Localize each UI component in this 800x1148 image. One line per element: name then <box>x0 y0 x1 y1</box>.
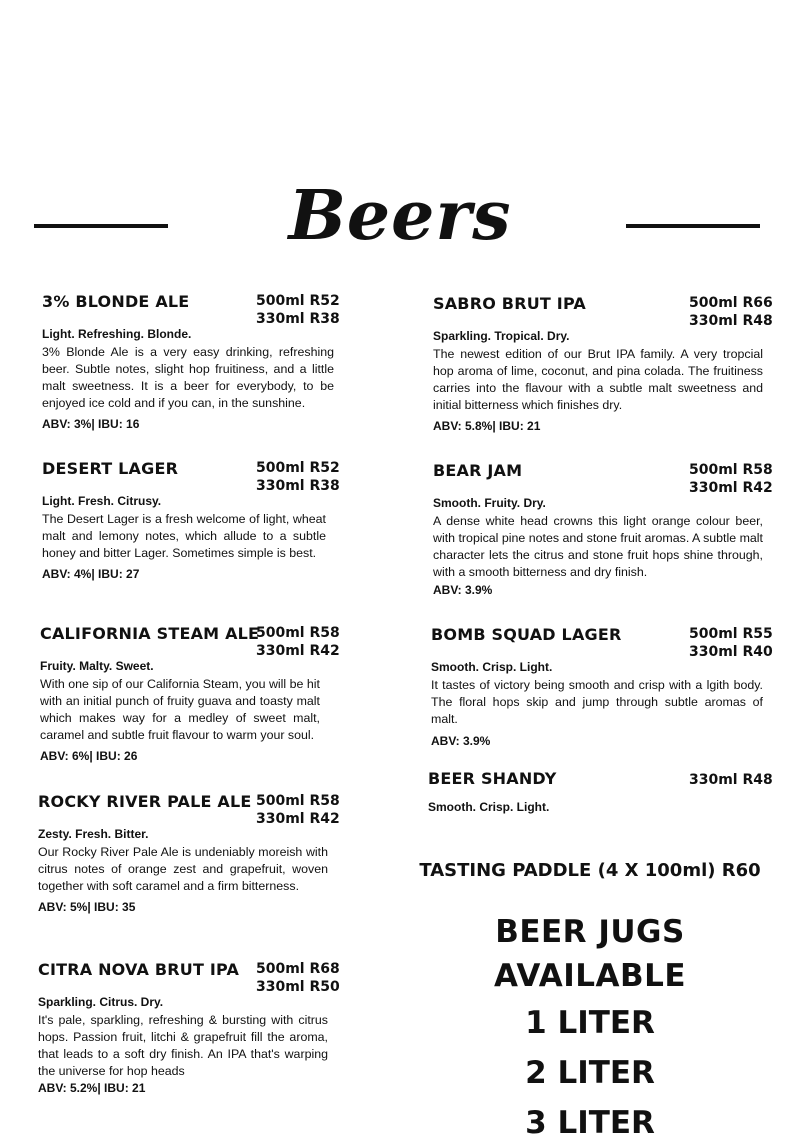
price-500ml: 500ml R52 <box>256 460 340 476</box>
beer-tagline: Zesty. Fresh. Bitter. <box>38 827 149 841</box>
price-500ml: 500ml R66 <box>689 295 773 311</box>
beer-prices <box>689 771 773 789</box>
beer-item-3-blonde-ale <box>42 292 340 432</box>
price-330ml: 330ml R42 <box>256 643 340 659</box>
beer-item-bomb-squad-lager <box>431 625 773 749</box>
beer-name: BEAR JAM <box>433 461 523 480</box>
beer-item-california-steam-ale <box>40 624 340 764</box>
beer-item-bear-jam <box>433 461 773 598</box>
beer-description: The newest edition of our Brut IPA family. A very tropcial hop aroma of lime, coconut, and pina colada. The fruitiness carries into the flavour with a subtle malt sweetness and initial bitterness which finishes dry. <box>433 347 763 412</box>
beer-name: DESERT LAGER <box>42 459 179 478</box>
beer-tagline: Sparkling. Citrus. Dry. <box>38 995 164 1009</box>
beer-description: With one sip of our California Steam, you will be hit with an initial punch of fruity guava and toasty malt which makes way for a medley of sweet malt, caramel and subtle fruit flavour to warm your soul. <box>40 677 320 742</box>
price-330ml: 330ml R38 <box>256 478 340 494</box>
beer-tagline: Smooth. Crisp. Light. <box>428 800 550 814</box>
beer-name: SABRO BRUT IPA <box>433 294 586 313</box>
beer-name: CITRA NOVA BRUT IPA <box>38 960 240 979</box>
beer-description: The Desert Lager is a fresh welcome of light, wheat malt and lemony notes, which allude to a subtle honey and bitter Lager. Sometimes simple is best. <box>42 512 326 560</box>
beer-item-sabro-brut-ipa <box>433 294 773 434</box>
beer-description: Our Rocky River Pale Ale is undeniably moreish with citrus notes of orange zest and grapefruit, woven together with soft caramel and a firm bitterness. <box>38 845 328 893</box>
price-500ml: 500ml R55 <box>689 626 773 642</box>
beer-prices <box>256 459 340 495</box>
price-330ml: 330ml R48 <box>689 313 773 329</box>
beer-name: 3% BLONDE ALE <box>42 292 190 311</box>
beer-tagline: Fruity. Malty. Sweet. <box>40 659 154 673</box>
beer-description: It's pale, sparkling, refreshing & bursting with citrus hops. Passion fruit, litchi & grapefruit fill the aroma, that leads to a soft dry finish. An IPA that's warping the universe for hop heads <box>38 1013 328 1078</box>
beer-prices <box>689 461 773 497</box>
price-500ml: 500ml R68 <box>256 961 340 977</box>
price-330ml: 330ml R42 <box>689 480 773 496</box>
title-rule-right <box>626 224 760 228</box>
beer-tagline: Smooth. Crisp. Light. <box>431 660 553 674</box>
beer-item-beer-shandy <box>428 769 773 815</box>
beer-abv: ABV: 5.2%| IBU: 21 <box>38 1081 146 1095</box>
beer-item-citra-nova-brut-ipa <box>38 960 340 1096</box>
beer-name: ROCKY RIVER PALE ALE <box>38 792 252 811</box>
beer-tagline: Sparkling. Tropical. Dry. <box>433 329 570 343</box>
beer-prices <box>689 625 773 661</box>
jug-size-3-liter: 3 LITER <box>525 1105 655 1141</box>
beer-item-rocky-river-pale-ale <box>38 792 340 915</box>
beer-prices <box>689 294 773 330</box>
beer-abv: ABV: 3%| IBU: 16 <box>42 417 140 431</box>
price-330ml: 330ml R50 <box>256 979 340 995</box>
beer-abv: ABV: 6%| IBU: 26 <box>40 749 138 763</box>
beer-tagline: Light. Refreshing. Blonde. <box>42 327 192 341</box>
price-500ml: 500ml R58 <box>256 625 340 641</box>
beer-tagline: Light. Fresh. Citrusy. <box>42 494 162 508</box>
beer-abv: ABV: 5.8%| IBU: 21 <box>433 419 541 433</box>
price-500ml: 500ml R58 <box>689 462 773 478</box>
beer-description: 3% Blonde Ale is a very easy drinking, refreshing beer. Subtle notes, slight hop fruitiness, and a little malt sweetness. It is a beer for everybody, to be enjoyed ice cold and if you can, in the sunshine. <box>42 345 334 410</box>
beer-abv: ABV: 5%| IBU: 35 <box>38 900 136 914</box>
beer-name: CALIFORNIA STEAM ALE <box>40 624 260 643</box>
beer-abv: ABV: 3.9% <box>431 734 491 748</box>
jug-size-1-liter: 1 LITER <box>525 1005 655 1041</box>
beer-prices <box>256 292 340 328</box>
beer-abv: ABV: 3.9% <box>433 583 493 597</box>
beer-prices <box>256 792 340 828</box>
beer-name: BOMB SQUAD LAGER <box>431 625 622 644</box>
jug-size-2-liter: 2 LITER <box>525 1055 655 1091</box>
tasting-paddle-offer: TASTING PADDLE (4 X 100ml) R60 <box>419 860 761 881</box>
title-rule-left <box>34 224 168 228</box>
beer-item-desert-lager <box>42 459 340 582</box>
beer-description: A dense white head crowns this light orange colour beer, with tropical pine notes and stone fruit aromas. A subtle malt character lets the citrus and stone fruit hops shine through, with a smooth bitterness and dry finish. <box>433 514 763 579</box>
price-330ml: 330ml R42 <box>256 811 340 827</box>
price-500ml: 500ml R58 <box>256 793 340 809</box>
beer-tagline: Smooth. Fruity. Dry. <box>433 496 546 510</box>
beer-name: BEER SHANDY <box>428 769 557 788</box>
beer-jugs-section <box>400 910 780 1148</box>
price-330ml: 330ml R48 <box>689 772 773 788</box>
price-330ml: 330ml R38 <box>256 311 340 327</box>
page-title: Beers <box>288 176 512 256</box>
beer-abv: ABV: 4%| IBU: 27 <box>42 567 140 581</box>
beer-prices <box>256 624 340 660</box>
price-330ml: 330ml R40 <box>689 644 773 660</box>
beer-description: It tastes of victory being smooth and crisp with a lgith body. The floral hops skip and jump through subtle aromas of malt. <box>431 678 763 726</box>
beer-prices <box>256 960 340 996</box>
price-500ml: 500ml R52 <box>256 293 340 309</box>
beer-jugs-title: BEER JUGS AVAILABLE <box>493 914 687 994</box>
